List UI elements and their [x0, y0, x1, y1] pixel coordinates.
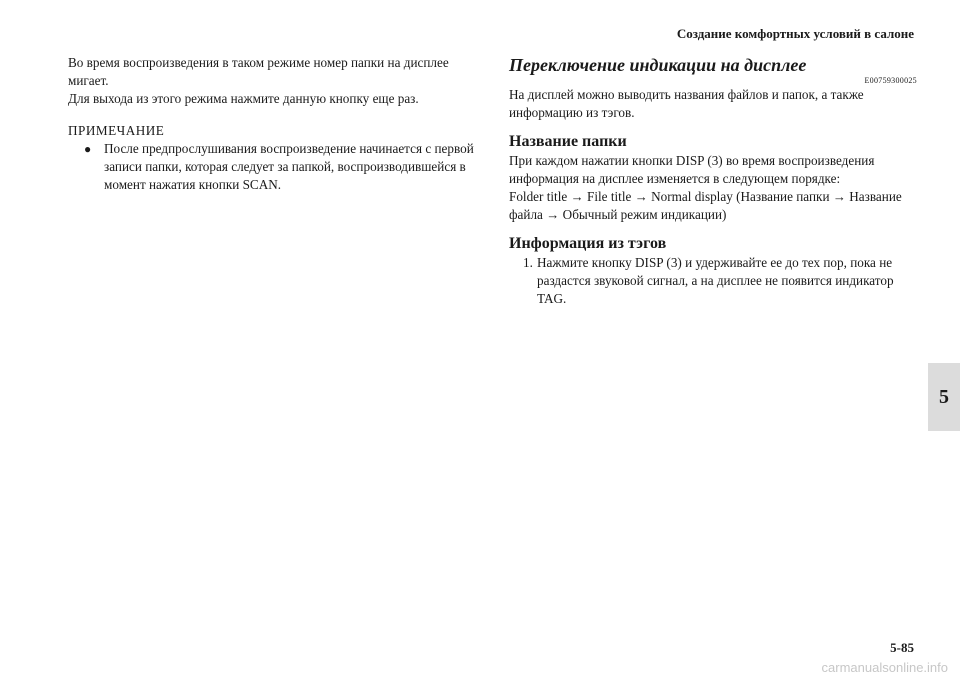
right-column: [509, 54, 917, 308]
bullet-icon: ●: [84, 142, 92, 156]
section-heading: Переключение индикации на дисплее: [509, 55, 807, 75]
chapter-tab: [928, 363, 960, 431]
spacer: [68, 108, 488, 122]
section-code: E00759300025: [864, 76, 917, 85]
section-intro: На дисплей можно выводить названия файлов и папок, а также информацию из тэгов.: [509, 87, 864, 120]
page-header-title: Создание комфортных условий в салоне: [676, 26, 914, 41]
step-text: Нажмите кнопку DISP (3) и удерживайте ее до тех пор, пока не раздастся звуковой сигнал, а на дисплее не появится индикатор TAG.: [537, 255, 894, 306]
folder-heading: Название папки: [509, 133, 627, 150]
folder-text-sequence: Folder title → File title → Normal display (Название папки → Название файла → Обычный режим индикации): [509, 189, 902, 222]
step-number: 1.: [523, 255, 533, 270]
chapter-number: 5: [939, 385, 949, 408]
note-title: ПРИМЕЧАНИЕ: [68, 123, 165, 138]
note-bullet-item: [68, 140, 488, 194]
paragraph-folder-blink: Во время воспроизведения в таком режиме номер папки на дисплее мигает.: [68, 55, 449, 88]
tags-heading: Информация из тэгов: [509, 235, 667, 252]
left-column: [68, 54, 488, 194]
page-number: 5-85: [890, 640, 914, 655]
watermark: carmanualsonline.info: [821, 660, 948, 675]
tags-step-item: [509, 254, 917, 308]
folder-text-order: При каждом нажатии кнопки DISP (3) во время воспроизведения информация на дисплее изменяется в следующем порядке:: [509, 153, 875, 186]
note-text: После предпрослушивания воспроизведение начинается с первой записи папки, которая следует за папкой, воспроизводившейся в момент нажатия кнопки SCAN.: [104, 141, 474, 192]
paragraph-exit-mode: Для выхода из этого режима нажмите данную кнопку еще раз.: [68, 91, 419, 106]
